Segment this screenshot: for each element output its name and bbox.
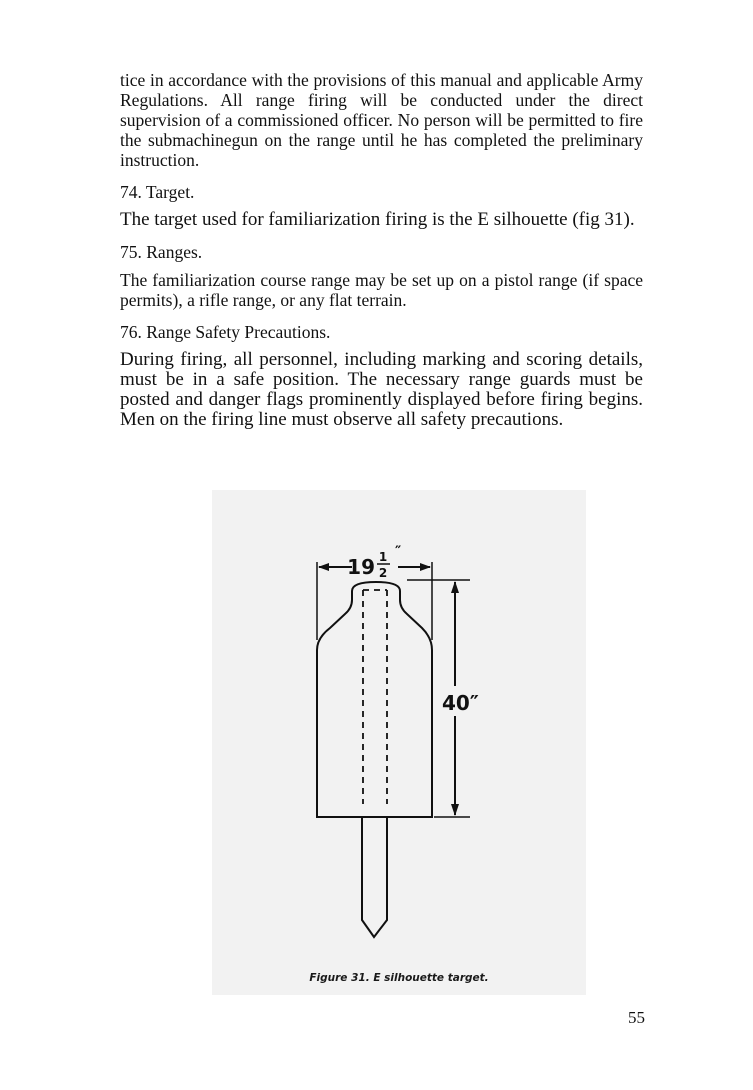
height-arrowhead-top [451, 581, 459, 593]
width-label-num: 1 [378, 550, 388, 564]
silhouette-outline [317, 582, 432, 817]
dashed-post [363, 590, 387, 804]
width-label-unit: ″ [395, 544, 402, 560]
e-silhouette-diagram [212, 490, 586, 995]
page-number: 55 [628, 1008, 645, 1027]
figure-caption: Figure 31. E silhouette target. [309, 972, 489, 984]
width-label-whole: 19 [347, 555, 375, 579]
width-arrowhead-left [318, 563, 329, 571]
figure-31 [212, 490, 586, 995]
paragraph-75: The familiarization course range may be set up on a pistol range (if space permits), a rifle range, or any flat terrain. [120, 270, 643, 310]
height-arrowhead-bottom [451, 804, 459, 816]
section-heading-76: 76. Range Safety Precautions. [120, 322, 331, 342]
width-arrowhead-right [420, 563, 431, 571]
width-label-den: 2 [378, 566, 388, 580]
section-heading-75: 75. Ranges. [120, 242, 203, 262]
paragraph-74: The target used for familiarization firing is the E silhouette (fig 31). [120, 209, 635, 230]
section-heading-74: 74. Target. [120, 182, 195, 202]
paragraph-continuation: tice in accordance with the provisions of this manual and applicable Army Regulations. All range firing will be conducted under the direct supervision of a commissioned officer. No person will be permitted to fire the submachinegun on the range until he has completed the preliminary instruction. [120, 70, 643, 170]
stake-outline [362, 817, 387, 937]
paragraph-76: During firing, all personnel, including marking and scoring details, must be in a safe position. The necessary range guards must be posted and danger flags prominently displayed before firing begins. Men on the firing line must observe all safety precautions. [120, 349, 643, 430]
body-text [120, 70, 643, 430]
height-label: 40″ [442, 691, 479, 715]
